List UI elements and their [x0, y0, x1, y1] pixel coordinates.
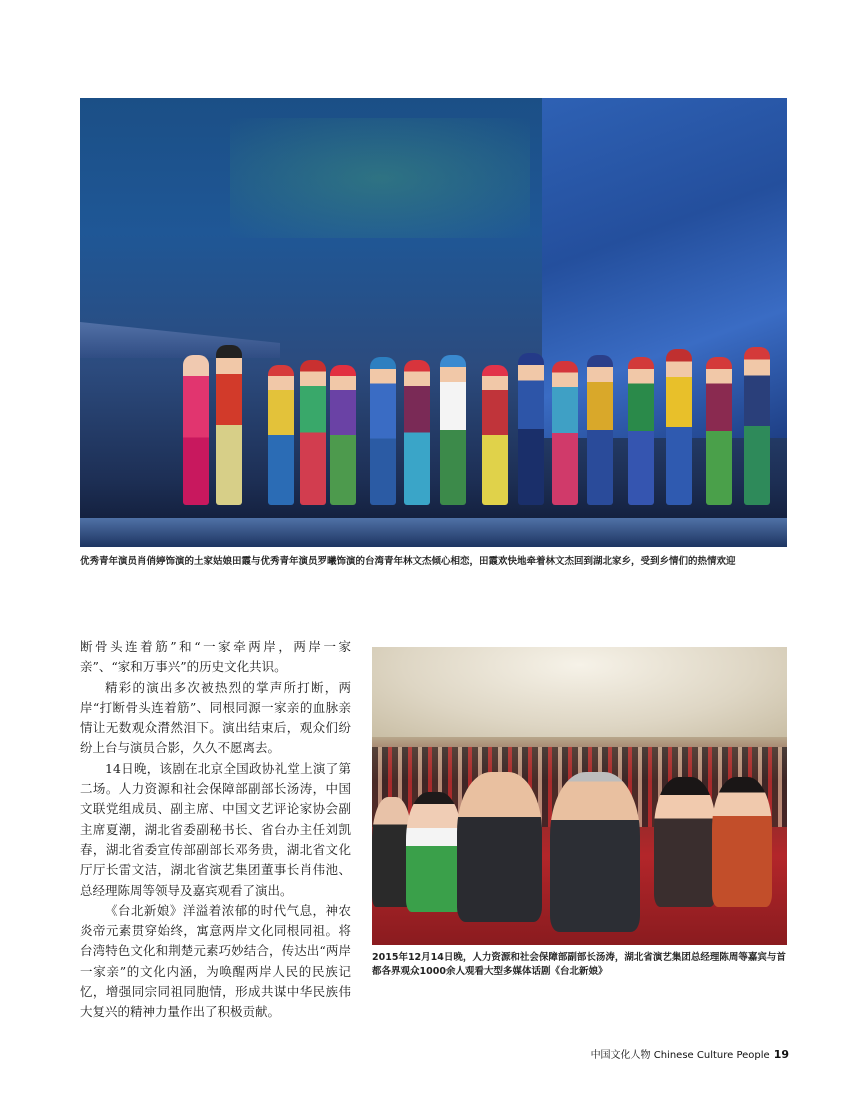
audience-photo — [372, 647, 787, 945]
photo-caption-top: 优秀青年演员肖俏婷饰演的土家姑娘田霞与优秀青年演员罗曦饰演的台湾青年林文杰倾心相恋，田霞欢快地牵着林文杰回到湖北家乡，受到乡情们的热情欢迎 — [80, 556, 736, 567]
stage-floor — [80, 518, 787, 547]
performer — [404, 360, 430, 505]
audience-member — [550, 772, 640, 932]
magazine-name: 中国文化人物 Chinese Culture People — [590, 1050, 770, 1061]
performer — [744, 347, 770, 505]
performer — [330, 365, 356, 505]
stage-backdrop-pagoda — [80, 298, 280, 358]
stage-photo — [80, 98, 787, 547]
audience-member — [654, 777, 716, 907]
page-footer — [591, 1046, 789, 1061]
performer — [440, 355, 466, 505]
audience-member — [457, 772, 542, 922]
performer — [370, 357, 396, 505]
article-body — [80, 637, 351, 1023]
article-paragraph: 断骨头连着筋”和“一家牵两岸，两岸一家亲”、“家和万事兴”的历史文化共识。 — [80, 639, 351, 675]
page-number: 19 — [773, 1048, 789, 1061]
article-paragraph: 《台北新娘》洋溢着浓郁的时代气息，神农炎帝元素贯穿始终，寓意两岸文化同根同祖。将台湾特色文化和荆楚元素巧妙结合，传达出“两岸一家亲”的文化内涵，为唤醒两岸人民的民族记忆，增强同宗同祖同胞情，形成共谋中华民族伟大复兴的精神力量作出了积极贡献。 — [80, 902, 351, 1020]
performer — [482, 365, 508, 505]
stage-backdrop-mist — [230, 118, 530, 238]
performer — [216, 345, 242, 505]
audience-member — [712, 777, 772, 907]
auditorium-ceiling — [372, 647, 787, 737]
article-paragraph: 14日晚，该剧在北京全国政协礼堂上演了第二场。人力资源和社会保障部副部长汤涛，中国文联党组成员、副主席、中国文艺评论家协会副主席夏潮，湖北省委副秘书长、省台办主任刘凯春，湖北省委宣传部副部长邓务贵，湖北省文化厅厅长雷文洁，湖北省演艺集团董事长肖伟池、总经理陈周等领导及嘉宾观看了演出。 — [80, 760, 351, 898]
performer — [666, 349, 692, 505]
audience-member — [406, 792, 462, 912]
performer — [628, 357, 654, 505]
performer — [518, 353, 544, 505]
performer — [587, 355, 613, 505]
photo-caption-bottom: 2015年12月14日晚，人力资源和社会保障部副部长汤涛，湖北省演艺集团总经理陈周等嘉宾与首都各界观众1000余人观看大型多媒体话剧《台北新娘》 — [372, 952, 786, 977]
performer — [300, 360, 326, 505]
performer — [268, 365, 294, 505]
performer — [183, 355, 209, 505]
performer — [552, 361, 578, 505]
article-paragraph: 精彩的演出多次被热烈的掌声所打断，两岸“打断骨头连着筋”、同根同源一家亲的血脉亲情让无数观众潸然泪下。演出结束后，观众们纷纷上台与演员合影，久久不愿离去。 — [80, 679, 351, 756]
performer — [706, 357, 732, 505]
